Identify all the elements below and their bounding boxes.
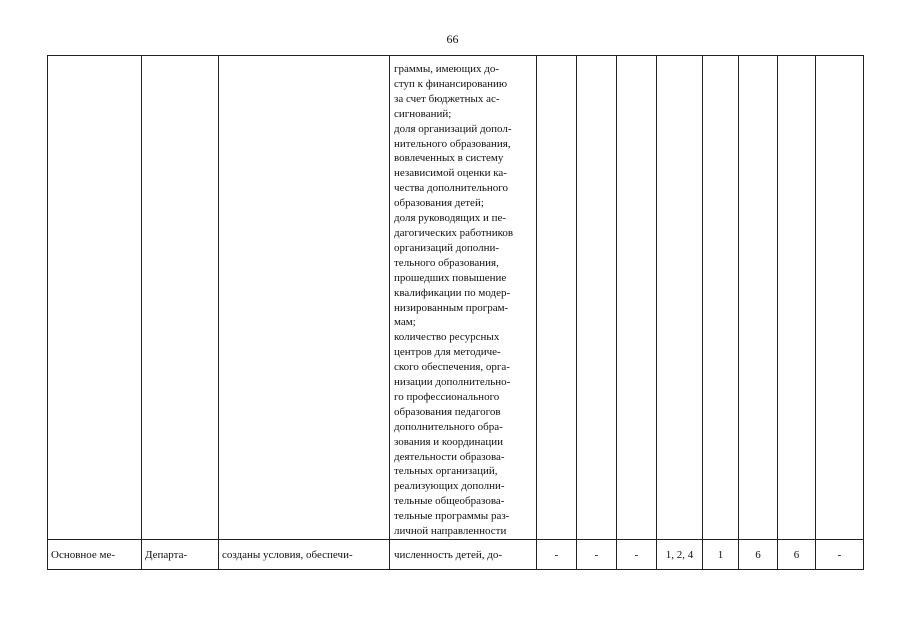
cell-value-8	[816, 56, 864, 540]
cell-value-3	[617, 56, 657, 540]
cell-value-2: -	[577, 540, 617, 570]
cell-value-8: -	[816, 540, 864, 570]
cell-value-7: 6	[778, 540, 816, 570]
cell-value-2	[577, 56, 617, 540]
cell-expected-result	[219, 56, 390, 540]
page-number: 66	[446, 32, 459, 46]
cell-indicators: граммы, имеющих до- ступ к финансированию за счет бюджетных ас- сигнований; доля организаций допол- нительного образования, вовлеченных в систему независимой оценки ка- чества дополнительного образования детей; доля руководящих и пе- дагогических работников организаций дополни- тельного образования, прошедших повышение квалификации по модер- низированным програм- мам; количество ресурсных центров для методиче- ского обеспечения, орга- низации дополнительно- го профессионального образования педагогов дополнительного обра- зования и координации деятельности образова- тельных организаций, реализующих дополни- тельные общеобразова- тельные программы раз- личной направленности	[390, 56, 537, 540]
table-row	[48, 540, 864, 570]
cell-value-5	[703, 56, 739, 540]
cell-event-name	[48, 56, 142, 540]
cell-value-1	[537, 56, 577, 540]
cell-executor	[142, 56, 219, 540]
cell-value-5: 1	[703, 540, 739, 570]
cell-indicators: численность детей, до-	[390, 540, 537, 570]
cell-event-name: Основное ме-	[48, 540, 142, 570]
cell-value-4: 1, 2, 4	[657, 540, 703, 570]
cell-value-4	[657, 56, 703, 540]
cell-value-1: -	[537, 540, 577, 570]
cell-value-7	[778, 56, 816, 540]
document-table	[47, 55, 864, 570]
cell-value-6: 6	[739, 540, 778, 570]
cell-value-3: -	[617, 540, 657, 570]
cell-executor: Департа-	[142, 540, 219, 570]
table-row-continued	[48, 56, 864, 540]
cell-value-6	[739, 56, 778, 540]
cell-expected-result: созданы условия, обеспечи-	[219, 540, 390, 570]
